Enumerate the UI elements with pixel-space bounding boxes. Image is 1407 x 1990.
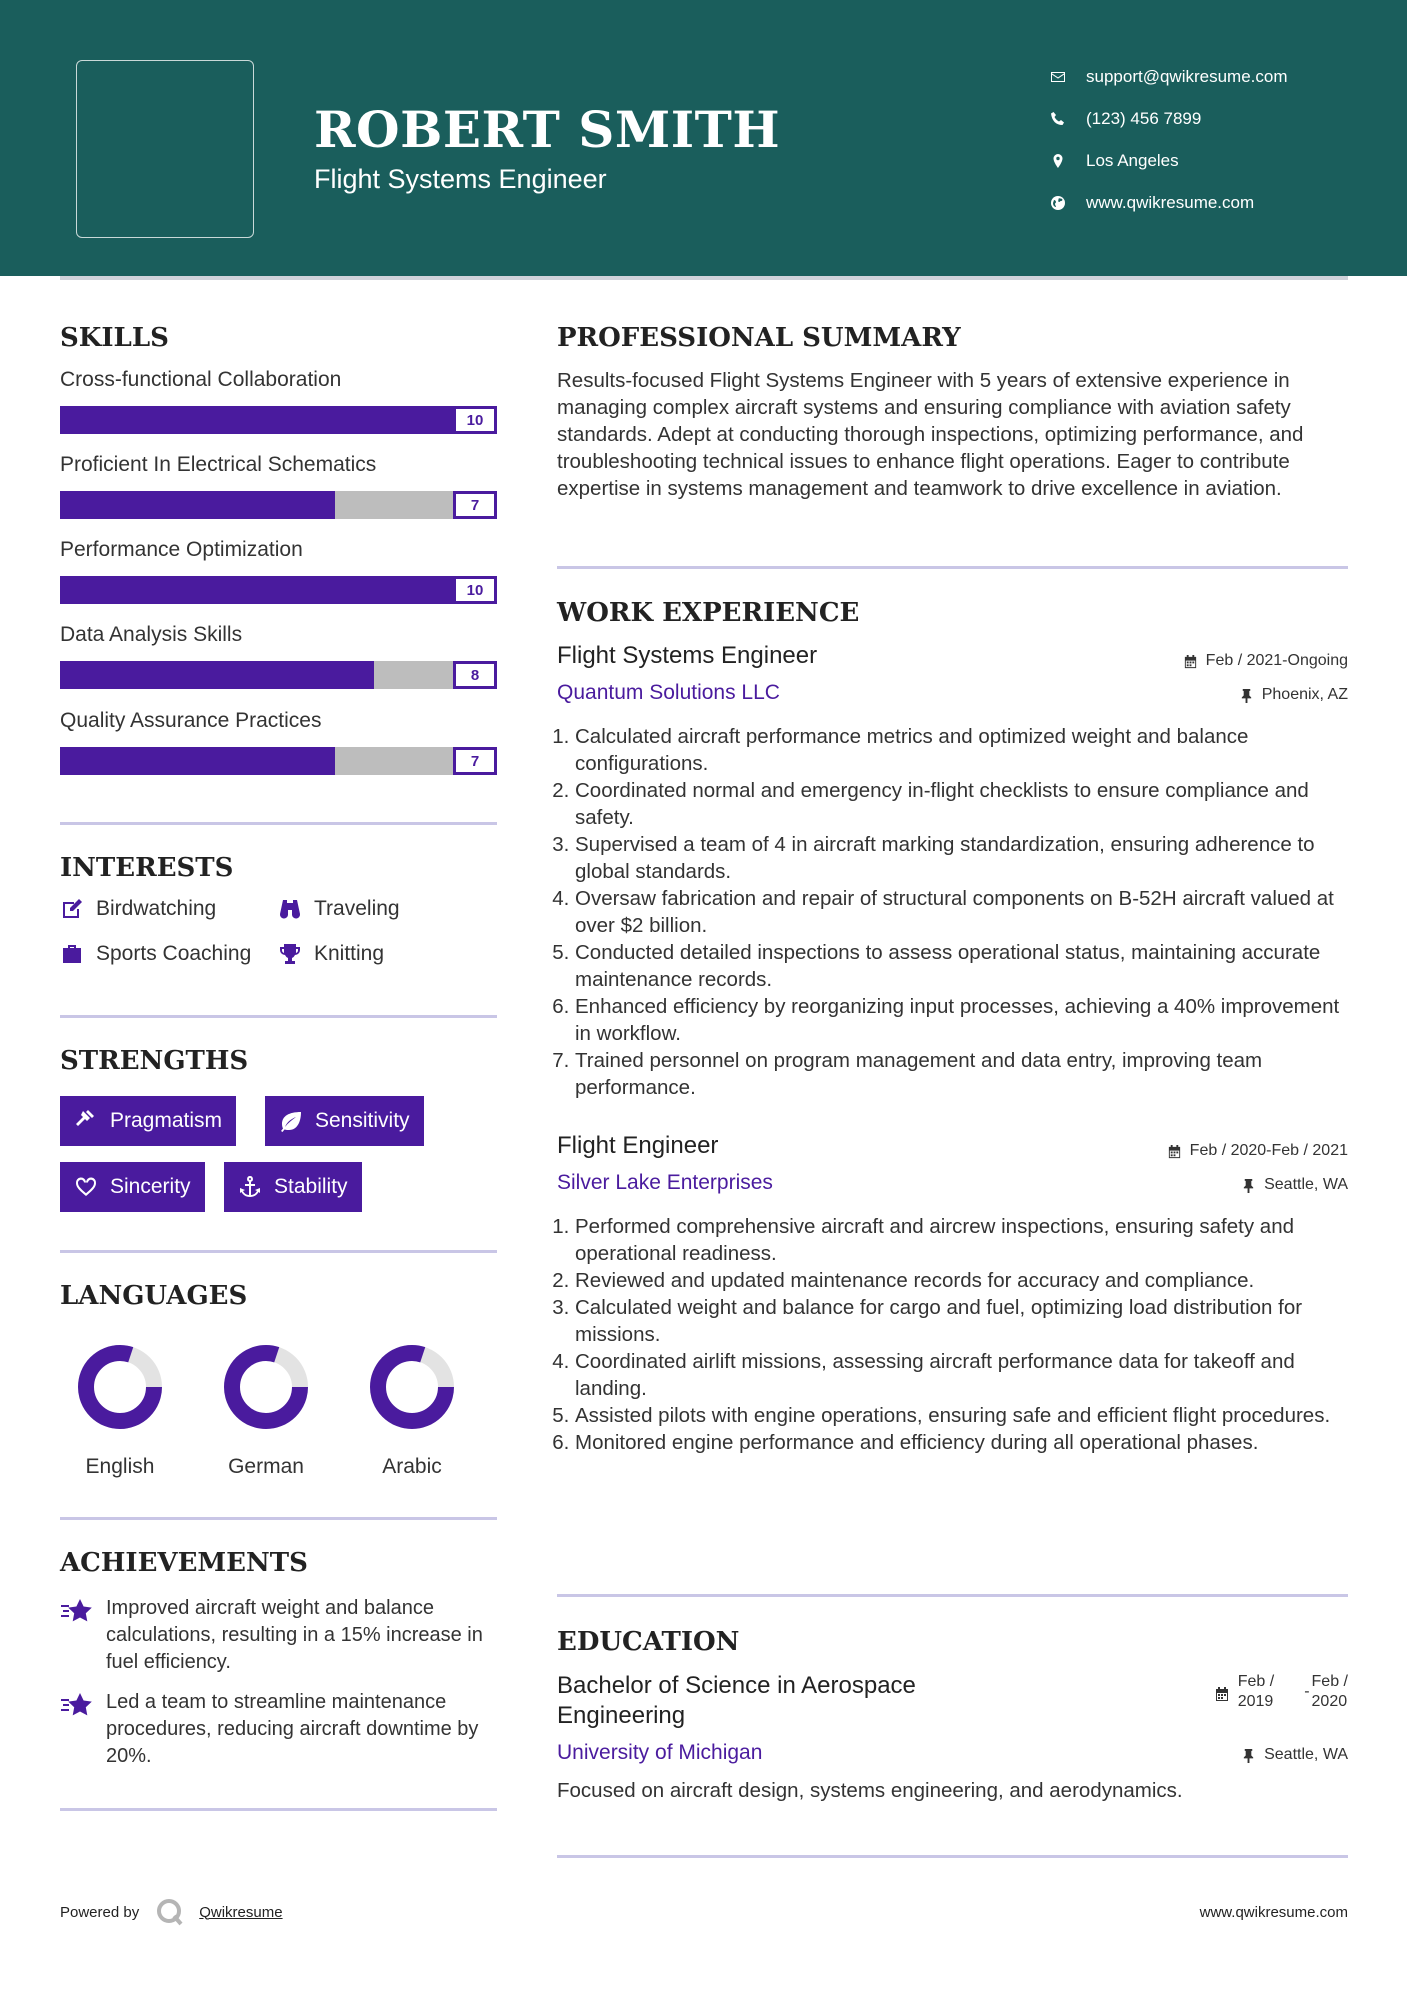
strengths-heading: STRENGTHS: [60, 1046, 249, 1076]
achievement-text: Improved aircraft weight and balance calculations, resulting in a 15% increase in fuel efficiency.: [106, 1597, 483, 1673]
education-end: [1312, 1672, 1348, 1712]
language-label: English: [85, 1455, 155, 1478]
language-label: German: [228, 1455, 304, 1478]
footer-powered-by: [60, 1897, 283, 1927]
duty-item: 7. Trained personnel on program management and data entry, improving team performance.: [575, 1047, 1347, 1101]
anchor-icon: [238, 1175, 262, 1199]
phone-icon: [1050, 111, 1086, 127]
candidate-title: Flight Systems Engineer: [314, 164, 607, 194]
strength-badge: [60, 1096, 236, 1146]
binoculars-icon: [278, 897, 302, 921]
skill-bar-fill: [60, 491, 335, 519]
edit-icon: [60, 897, 84, 921]
education-location-text: Seattle, WA: [1264, 1746, 1348, 1763]
duty-item: 5. Conducted detailed inspections to assess operational status, maintaining accurate maintenance records.: [575, 939, 1347, 993]
interest-label: Sports Coaching: [96, 942, 252, 965]
job-title: Flight Systems Engineer: [557, 642, 818, 669]
resume-header: [0, 0, 1407, 276]
contact-list: [1050, 56, 1288, 224]
contact-phone[interactable]: [1050, 98, 1288, 140]
strength-badge: [224, 1162, 362, 1212]
interest-item: [60, 942, 251, 966]
summary-heading: PROFESSIONAL SUMMARY: [557, 323, 961, 353]
duty-item: 1. Calculated aircraft performance metrics and optimized weight and balance configurations.: [575, 723, 1347, 777]
education-end-year: 2020: [1311, 1693, 1348, 1710]
skill-bar: [60, 576, 497, 604]
contact-website-text: www.qwikresume.com: [1086, 193, 1255, 212]
education-heading: EDUCATION: [557, 1627, 740, 1657]
section-divider: [60, 1015, 497, 1018]
section-divider: [60, 1517, 497, 1520]
footer-url[interactable]: www.qwikresume.com: [1199, 1904, 1348, 1921]
strength-label: Pragmatism: [110, 1109, 223, 1132]
skill-name: Quality Assurance Practices: [60, 709, 322, 732]
language-donut: [367, 1342, 457, 1432]
job-date-text: Feb / 2020-Feb / 2021: [1189, 1142, 1348, 1159]
skill-bar-fill: [60, 576, 453, 604]
section-divider: [60, 822, 497, 825]
duty-item: 6. Monitored engine performance and efficiency during all operational phases.: [575, 1429, 1347, 1456]
duty-item: 4. Oversaw fabrication and repair of structural components on B-52H aircraft valued at over $2 billion.: [575, 885, 1347, 939]
calendar-icon: [1214, 1686, 1230, 1702]
profile-photo-placeholder: [76, 60, 254, 238]
strength-label: Sensitivity: [315, 1109, 410, 1132]
degree-line: Engineering: [557, 1702, 686, 1729]
calendar-icon: [1183, 654, 1198, 669]
education-location: [1241, 1746, 1348, 1764]
education-date-dash: -: [1304, 1683, 1310, 1700]
education-end-month: Feb /: [1311, 1673, 1348, 1690]
skill-name: Performance Optimization: [60, 538, 303, 561]
skill-score: 10: [453, 576, 497, 604]
skill-bar: [60, 661, 497, 689]
powered-by-label: Powered by: [60, 1903, 140, 1921]
contact-phone-text: (123) 456 7899: [1086, 109, 1202, 128]
language-item: [206, 1342, 326, 1479]
strength-badge: [60, 1162, 205, 1212]
duty-item: 1. Performed comprehensive aircraft and aircrew inspections, ensuring safety and operational readiness.: [575, 1213, 1347, 1267]
contact-website[interactable]: [1050, 182, 1288, 224]
skill-bar: [60, 747, 497, 775]
skill-score: 7: [453, 491, 497, 519]
duty-item: 3. Supervised a team of 4 in aircraft marking standardization, ensuring adherence to global standards.: [575, 831, 1347, 885]
skill-name: Cross-functional Collaboration: [60, 368, 342, 391]
strength-label: Stability: [274, 1175, 348, 1198]
strength-label: Sincerity: [110, 1175, 191, 1198]
skill-name: Data Analysis Skills: [60, 623, 243, 646]
job-duties: [557, 1213, 1347, 1456]
job-date-text: Feb / 2021-Ongoing: [1205, 652, 1348, 669]
language-item: [352, 1342, 472, 1479]
languages-heading: LANGUAGES: [60, 1281, 248, 1311]
section-divider: [557, 1594, 1348, 1597]
language-donut: [75, 1342, 165, 1432]
skill-bar: [60, 491, 497, 519]
degree-title: [557, 1671, 916, 1731]
language-item: [60, 1342, 180, 1479]
interest-label: Traveling: [314, 897, 400, 920]
duty-item: 6. Enhanced efficiency by reorganizing input processes, achieving a 40% improvement in workflow.: [575, 993, 1347, 1047]
job-location-text: Seattle, WA: [1264, 1176, 1348, 1193]
interest-label: Knitting: [314, 942, 385, 965]
map-pin-icon: [1050, 153, 1086, 169]
interest-label: Birdwatching: [96, 897, 217, 920]
gavel-icon: [74, 1109, 98, 1133]
section-divider: [557, 1855, 1348, 1858]
company-name: Quantum Solutions LLC: [557, 681, 780, 704]
pushpin-icon: [1241, 1178, 1256, 1193]
briefcase-icon: [60, 942, 84, 966]
star-icon: [60, 1597, 94, 1627]
education-start-month: Feb /: [1237, 1673, 1275, 1690]
duty-item: 2. Reviewed and updated maintenance records for accuracy and compliance.: [575, 1267, 1347, 1294]
calendar-icon: [1167, 1144, 1182, 1159]
skill-name: Proficient In Electrical Schematics: [60, 453, 377, 476]
pushpin-icon: [1241, 1748, 1256, 1763]
job-location-text: Phoenix, AZ: [1261, 686, 1348, 703]
section-divider: [60, 1250, 497, 1253]
trophy-icon: [278, 942, 302, 966]
job-location: [1239, 686, 1348, 704]
skill-bar-fill: [60, 661, 374, 689]
summary-text: Results-focused Flight Systems Engineer with 5 years of extensive experience in managing complex aircraft systems and ensuring compliance with aviation safety standards. Adept at conducting thorough inspections, optimizing performance, and troubleshooting technical issues to enhance flight operations. Eager to contribute expertise in systems management and teamwork to drive excellence in aviation.: [557, 369, 1304, 500]
heart-icon: [74, 1175, 98, 1199]
globe-icon: [1050, 195, 1086, 211]
leaf-icon: [279, 1109, 303, 1133]
pushpin-icon: [1239, 688, 1254, 703]
job-location: [1241, 1176, 1348, 1194]
candidate-name: ROBERT SMITH: [314, 100, 781, 159]
skill-bar-fill: [60, 406, 453, 434]
degree-line: Bachelor of Science in Aerospace: [557, 1672, 916, 1699]
skill-score: 10: [453, 406, 497, 434]
experience-heading: WORK EXPERIENCE: [557, 598, 860, 628]
duty-item: 4. Coordinated airlift missions, assessing aircraft performance data for takeoff and landing.: [575, 1348, 1347, 1402]
education-description: Focused on aircraft design, systems engineering, and aerodynamics.: [557, 1779, 1183, 1802]
achievements-heading: ACHIEVEMENTS: [60, 1548, 308, 1578]
education-start: [1238, 1672, 1274, 1712]
contact-email[interactable]: [1050, 56, 1288, 98]
job-title: Flight Engineer: [557, 1132, 719, 1159]
duty-item: 2. Coordinated normal and emergency in-flight checklists to ensure compliance and safety.: [575, 777, 1347, 831]
skill-bar: [60, 406, 497, 434]
achievement-item: [60, 1689, 500, 1770]
contact-location-text: Los Angeles: [1086, 151, 1179, 170]
language-donut: [221, 1342, 311, 1432]
skill-score: 7: [453, 747, 497, 775]
duty-item: 5. Assisted pilots with engine operations, ensuring safe and efficient flight procedures.: [575, 1402, 1347, 1429]
interests-heading: INTERESTS: [60, 853, 234, 883]
duty-item: 3. Calculated weight and balance for cargo and fuel, optimizing load distribution for missions.: [575, 1294, 1347, 1348]
interest-item: [60, 897, 216, 921]
skill-score: 8: [453, 661, 497, 689]
interest-item: [278, 942, 384, 966]
language-label: Arabic: [382, 1455, 442, 1478]
job-date: [1183, 652, 1348, 670]
strength-badge: [265, 1096, 424, 1146]
contact-location: [1050, 140, 1288, 182]
company-name: Silver Lake Enterprises: [557, 1171, 773, 1194]
skill-bar-fill: [60, 747, 335, 775]
education-date: [1214, 1672, 1348, 1712]
job-date: [1167, 1142, 1348, 1160]
section-divider: [60, 1808, 497, 1811]
section-divider: [557, 566, 1348, 569]
interest-item: [278, 897, 400, 921]
achievement-text: Led a team to streamline maintenance procedures, reducing aircraft downtime by 20%.: [106, 1691, 479, 1767]
brand-link[interactable]: Qwikresume: [199, 1903, 283, 1921]
achievement-item: [60, 1595, 500, 1676]
education-start-year: 2019: [1237, 1693, 1274, 1710]
envelope-icon: [1050, 69, 1086, 85]
school-name: University of Michigan: [557, 1741, 763, 1764]
star-icon: [60, 1691, 94, 1721]
header-divider: [60, 276, 1348, 280]
skills-heading: SKILLS: [60, 323, 169, 353]
contact-email-text: support@qwikresume.com: [1086, 67, 1288, 86]
qwikresume-logo-icon: [155, 1897, 185, 1927]
job-duties: [557, 723, 1347, 1101]
